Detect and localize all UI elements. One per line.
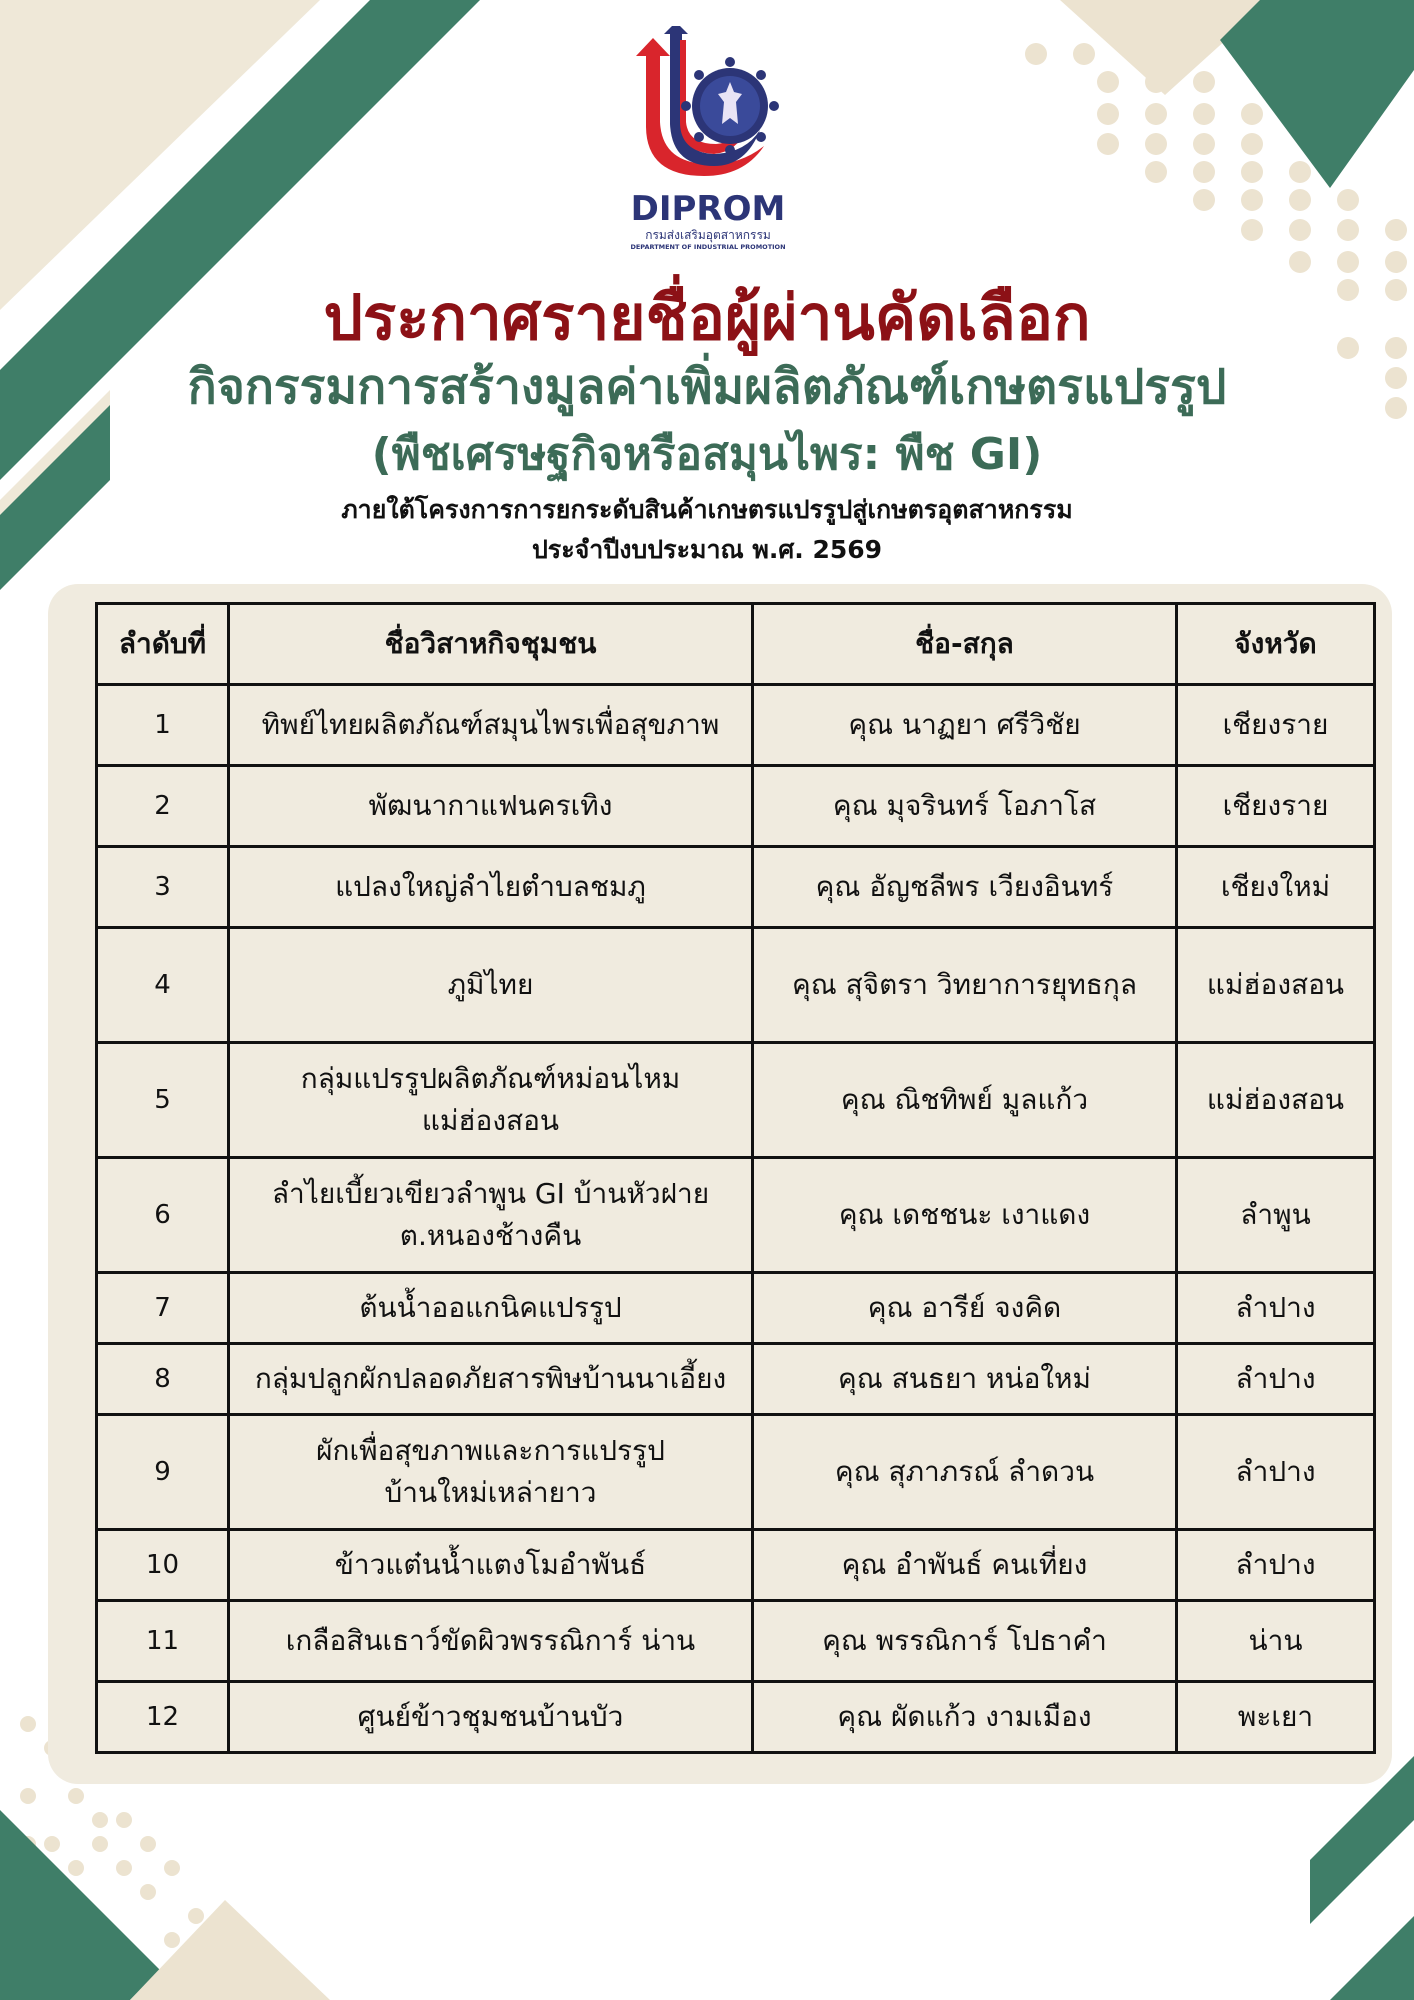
row-province: แม่ฮ่องสอน: [1177, 1043, 1375, 1158]
row-number: 6: [97, 1158, 229, 1273]
activity-subtitle: กิจกรรมการสร้างมูลค่าเพิ่มผลิตภัณฑ์เกษตรแปรรูป: [187, 359, 1227, 415]
row-enterprise: [229, 1158, 753, 1273]
row-number: 10: [97, 1530, 229, 1601]
row-enterprise-line2: ต.หนองช้างคืน: [399, 1219, 582, 1252]
row-name: คุณ อำพันธ์ คนเที่ยง: [753, 1530, 1177, 1601]
row-number: 1: [97, 685, 229, 766]
row-enterprise: ต้นน้ำออแกนิคแปรรูป: [229, 1273, 753, 1344]
row-number: 11: [97, 1601, 229, 1682]
announcement-title: ประกาศรายชื่อผู้ผ่านคัดเลือก: [323, 281, 1091, 354]
row-province: ลำปาง: [1177, 1273, 1375, 1344]
table-row: [97, 685, 1375, 766]
header-province: จังหวัด: [1177, 604, 1375, 685]
row-province: พะเยา: [1177, 1682, 1375, 1753]
row-name: คุณ พรรณิการ์ โปธาคำ: [753, 1601, 1177, 1682]
table-row: [97, 1158, 1375, 1273]
table-row: [97, 1682, 1375, 1753]
row-province: เชียงใหม่: [1177, 847, 1375, 928]
table-row: [97, 1273, 1375, 1344]
row-number: 5: [97, 1043, 229, 1158]
row-enterprise: กลุ่มปลูกผักปลอดภัยสารพิษบ้านนาเอี้ยง: [229, 1344, 753, 1415]
row-enterprise: พัฒนากาแฟนครเทิง: [229, 766, 753, 847]
table-row: [97, 928, 1375, 1043]
row-enterprise-line1: กลุ่มแปรรูปผลิตภัณฑ์หม่อนไหม: [300, 1062, 681, 1095]
category-subtitle: (พืชเศรษฐกิจหรือสมุนไพร: พืช GI): [371, 429, 1043, 480]
row-province: ลำปาง: [1177, 1530, 1375, 1601]
logo-english-name: DEPARTMENT OF INDUSTRIAL PROMOTION: [630, 243, 786, 251]
logo-thai-name: กรมส่งเสริมอุตสาหกรรม: [645, 228, 771, 242]
row-enterprise: ข้าวแต๋นน้ำแตงโมอำพันธ์: [229, 1530, 753, 1601]
logo-wordmark: DIPROM: [630, 189, 786, 229]
row-province: เชียงราย: [1177, 685, 1375, 766]
row-enterprise-line1: ผักเพื่อสุขภาพและการแปรรูป: [316, 1434, 665, 1467]
row-enterprise: ภูมิไทย: [229, 928, 753, 1043]
row-enterprise: ทิพย์ไทยผลิตภัณฑ์สมุนไพรเพื่อสุขภาพ: [229, 685, 753, 766]
row-enterprise: ศูนย์ข้าวชุมชนบ้านบัว: [229, 1682, 753, 1753]
row-name: คุณ อารีย์ จงคิด: [753, 1273, 1177, 1344]
row-enterprise-line2: บ้านใหม่เหล่ายาว: [384, 1476, 597, 1509]
row-enterprise: [229, 1415, 753, 1530]
row-number: 2: [97, 766, 229, 847]
row-number: 12: [97, 1682, 229, 1753]
row-number: 4: [97, 928, 229, 1043]
row-name: คุณ มุจรินทร์ โอภาโส: [753, 766, 1177, 847]
table-row: [97, 766, 1375, 847]
row-name: คุณ อัญชลีพร เวียงอินทร์: [753, 847, 1177, 928]
fiscal-year-line: ประจำปีงบประมาณ พ.ศ. 2569: [531, 535, 883, 564]
table-header-row: [97, 604, 1375, 685]
row-province: น่าน: [1177, 1601, 1375, 1682]
table-row: [97, 1415, 1375, 1530]
row-number: 8: [97, 1344, 229, 1415]
row-enterprise: [229, 1043, 753, 1158]
table-row: [97, 1530, 1375, 1601]
row-number: 3: [97, 847, 229, 928]
project-line: ภายใต้โครงการการยกระดับสินค้าเกษตรแปรรูปสู่เกษตรอุตสาหกรรม: [341, 495, 1073, 524]
row-name: คุณ ณิชทิพย์ มูลแก้ว: [753, 1043, 1177, 1158]
row-name: คุณ นาฏยา ศรีวิชัย: [753, 685, 1177, 766]
row-name: คุณ ผัดแก้ว งามเมือง: [753, 1682, 1177, 1753]
table-row: [97, 1043, 1375, 1158]
diprom-emblem-icon: [634, 26, 784, 188]
row-province: ลำปาง: [1177, 1415, 1375, 1530]
selected-participants-table: [95, 602, 1376, 1754]
header-number: ลำดับที่: [97, 604, 229, 685]
row-enterprise-line1: ลำไยเบี้ยวเขียวลำพูน GI บ้านหัวฝาย: [271, 1177, 710, 1210]
table-row: [97, 1344, 1375, 1415]
table-row: [97, 847, 1375, 928]
row-name: คุณ สุจิตรา วิทยาการยุทธกุล: [753, 928, 1177, 1043]
row-enterprise: เกลือสินเธาว์ขัดผิวพรรณิการ์ น่าน: [229, 1601, 753, 1682]
row-province: ลำปาง: [1177, 1344, 1375, 1415]
row-number: 7: [97, 1273, 229, 1344]
row-province: ลำพูน: [1177, 1158, 1375, 1273]
row-name: คุณ เดชชนะ เงาแดง: [753, 1158, 1177, 1273]
row-province: เชียงราย: [1177, 766, 1375, 847]
table-row: [97, 1601, 1375, 1682]
row-enterprise-line2: แม่ฮ่องสอน: [421, 1104, 560, 1137]
row-number: 9: [97, 1415, 229, 1530]
row-province: แม่ฮ่องสอน: [1177, 928, 1375, 1043]
diprom-logo: [626, 26, 790, 258]
row-name: คุณ สนธยา หน่อใหม่: [753, 1344, 1177, 1415]
row-name: คุณ สุภาภรณ์ ลำดวน: [753, 1415, 1177, 1530]
row-enterprise: แปลงใหญ่ลำไยตำบลชมภู: [229, 847, 753, 928]
header-enterprise: ชื่อวิสาหกิจชุมชน: [229, 604, 753, 685]
header-name: ชื่อ-สกุล: [753, 604, 1177, 685]
